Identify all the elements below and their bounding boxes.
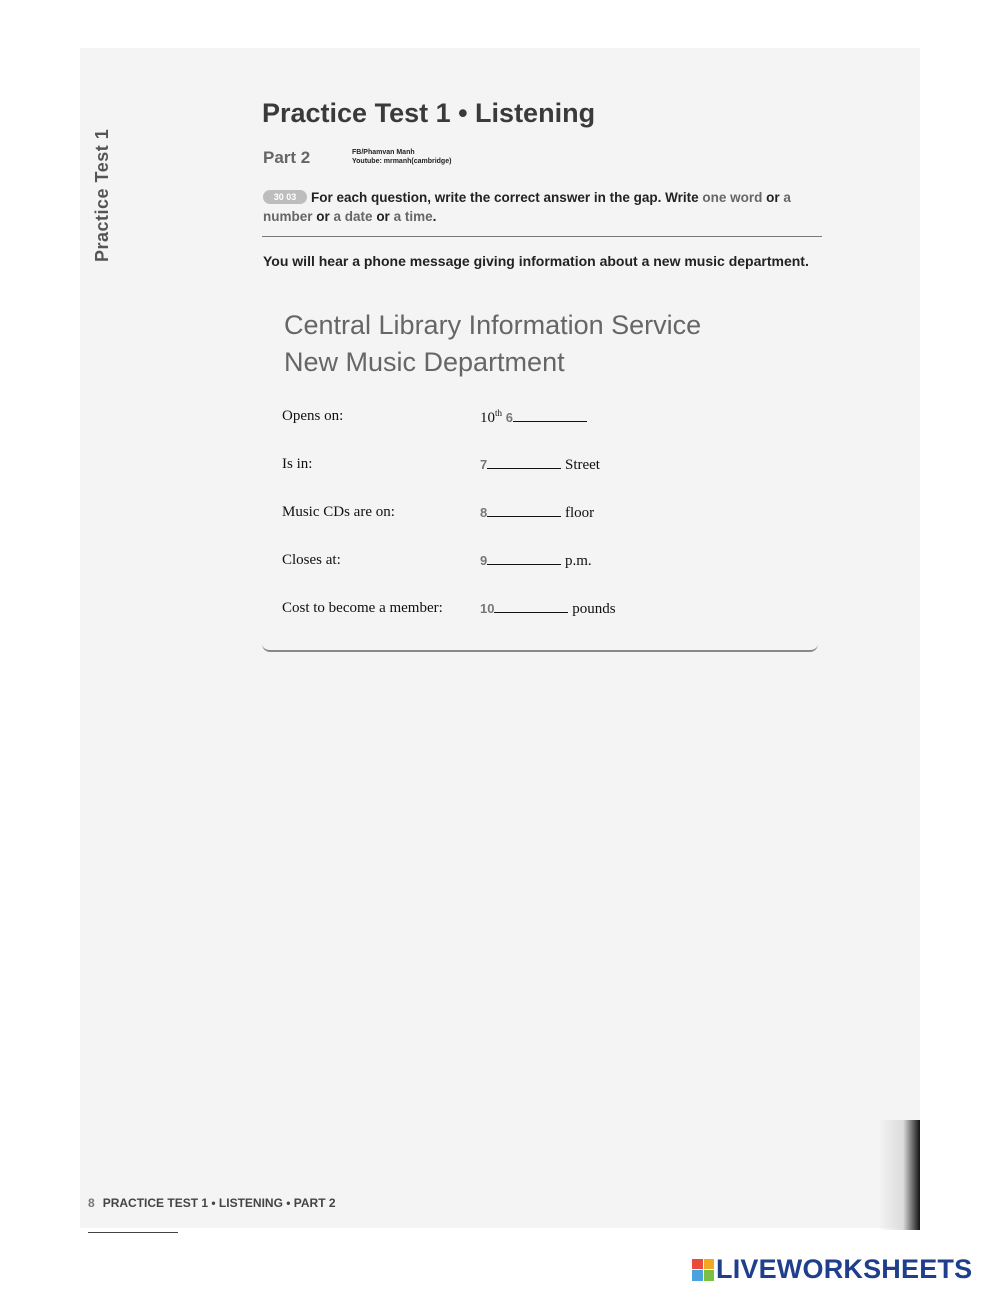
row-answer-closes: [480, 552, 592, 570]
page-number: 8: [88, 1196, 95, 1210]
part-label: Part 2: [263, 148, 311, 167]
instruction-c: or: [312, 209, 334, 224]
liveworksheets-logo-icon: [692, 1259, 714, 1281]
instruction-hl-2: a number: [263, 190, 791, 224]
page-footer: [88, 1196, 336, 1210]
question-number: 10: [480, 601, 495, 616]
row-answer-cost: [480, 600, 616, 618]
page-binding-shadow: [878, 1120, 920, 1230]
row-label-opens: Opens on:: [282, 408, 344, 424]
instruction-a: For each question, write the correct answer in the gap. Write: [311, 190, 703, 205]
section-divider: [262, 236, 822, 237]
answer-prefix: 10: [480, 410, 495, 426]
credit-note: [352, 148, 451, 166]
audio-track-badge: 30 03: [263, 190, 307, 204]
task-intro: You will hear a phone message giving information about a new music department.: [263, 253, 809, 269]
instruction-text: [263, 188, 803, 226]
page-title: Practice Test 1 • Listening: [262, 98, 596, 128]
instruction-e: .: [432, 209, 437, 224]
answer-gap-8[interactable]: [487, 504, 561, 517]
answer-gap-10[interactable]: [494, 600, 568, 613]
credit-line-2: Youtube: mrmanh(cambridge): [352, 158, 452, 165]
row-answer-cds: [480, 504, 594, 522]
side-tab-label: Practice Test 1: [92, 128, 112, 262]
answer-suffix: pounds: [572, 601, 616, 617]
row-label-closes: Closes at:: [282, 552, 341, 568]
row-answer-location: [480, 456, 600, 474]
notes-title-1: Central Library Information Service: [284, 310, 702, 340]
answer-gap-9[interactable]: [487, 552, 561, 565]
instruction-hl-1: one word: [702, 190, 763, 205]
brand-name: LIVEWORKSHEETS: [716, 1254, 973, 1284]
notes-title-2: New Music Department: [284, 347, 565, 377]
instruction-b: or: [762, 190, 784, 205]
credit-line-1: FB/Phamvan Manh: [352, 149, 415, 156]
footer-rule: [88, 1232, 178, 1233]
question-number: 9: [480, 553, 488, 568]
footer-text: PRACTICE TEST 1 • LISTENING • PART 2: [102, 1196, 336, 1210]
answer-suffix: floor: [564, 505, 595, 521]
row-label-cost: Cost to become a member:: [282, 600, 443, 616]
answer-gap-7[interactable]: [487, 456, 561, 469]
instruction-hl-4: a time: [393, 209, 433, 224]
liveworksheets-brand[interactable]: [692, 1254, 972, 1285]
answer-suffix: p.m.: [564, 553, 592, 569]
row-label-cds: Music CDs are on:: [282, 504, 395, 520]
row-answer-opens: [480, 408, 587, 427]
question-number: 6: [505, 410, 513, 425]
instruction-hl-3: a date: [333, 209, 373, 224]
answer-sup: th: [495, 408, 503, 418]
answer-suffix: Street: [564, 457, 600, 473]
row-label-location: Is in:: [282, 456, 313, 472]
question-number: 8: [480, 505, 488, 520]
instruction-d: or: [372, 209, 394, 224]
question-number: 7: [480, 457, 488, 472]
answer-gap-6[interactable]: [513, 409, 587, 422]
